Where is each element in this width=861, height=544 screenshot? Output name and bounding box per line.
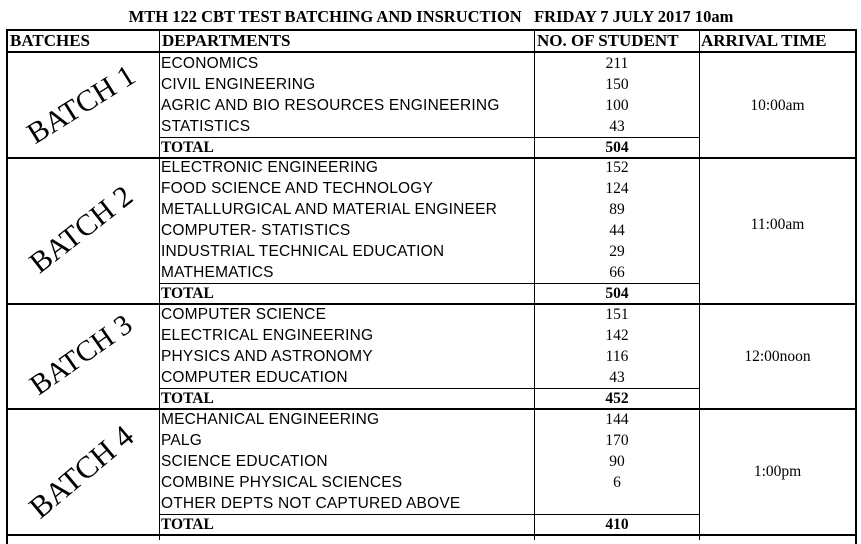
department-name: ELECTRONIC ENGINEERING <box>161 159 379 176</box>
arrival-time: 10:00am <box>750 96 805 114</box>
department-name: AGRIC AND BIO RESOURCES ENGINEERING <box>161 97 500 114</box>
batch-label: BATCH 4 <box>22 418 141 526</box>
student-count: 144 <box>605 411 629 428</box>
department-name: ECONOMICS <box>161 55 259 72</box>
student-count: 170 <box>605 432 629 449</box>
department-name: MECHANICAL ENGINEERING <box>161 411 380 428</box>
student-count: 44 <box>609 222 625 239</box>
batch-label: BATCH 2 <box>23 178 139 280</box>
student-count: 90 <box>609 453 625 470</box>
arrival-time: 12:00noon <box>744 347 811 365</box>
total-label: TOTAL <box>161 516 214 533</box>
total-divider <box>160 283 700 284</box>
student-count: 29 <box>609 243 625 260</box>
page-title: MTH 122 CBT TEST BATCHING AND INSRUCTION FRIDAY 7 JULY 2017 10am <box>128 7 734 26</box>
total-label: TOTAL <box>161 139 214 156</box>
total-count: 504 <box>605 139 629 156</box>
department-name: METALLURGICAL AND MATERIAL ENGINEER <box>161 201 498 218</box>
student-count: 142 <box>605 327 629 344</box>
department-name: CIVIL ENGINEERING <box>161 76 316 93</box>
total-divider <box>160 388 700 389</box>
student-count: 100 <box>605 97 629 114</box>
batch-divider <box>6 534 857 536</box>
student-count: 66 <box>609 264 625 281</box>
header-students: NO. OF STUDENT <box>537 31 679 50</box>
total-label: TOTAL <box>161 390 214 407</box>
student-count: 43 <box>609 118 625 135</box>
total-count: 452 <box>605 390 629 407</box>
student-count: 124 <box>605 180 629 197</box>
batch-label: BATCH 3 <box>24 307 139 402</box>
total-count: 410 <box>605 516 629 533</box>
student-count: 150 <box>605 76 629 93</box>
department-name: COMBINE PHYSICAL SCIENCES <box>161 474 403 491</box>
department-name: FOOD SCIENCE AND TECHNOLOGY <box>161 180 434 197</box>
department-name: OTHER DEPTS NOT CAPTURED ABOVE <box>161 495 461 512</box>
student-count: 152 <box>605 159 629 176</box>
department-name: PALG <box>161 432 203 449</box>
department-name: ELECTRICAL ENGINEERING <box>161 327 374 344</box>
arrival-time: 11:00am <box>750 215 805 233</box>
department-name: STATISTICS <box>161 118 251 135</box>
department-name: SCIENCE EDUCATION <box>161 453 328 470</box>
header-batches: BATCHES <box>10 31 90 50</box>
department-name: COMPUTER SCIENCE <box>161 306 327 323</box>
department-name: INDUSTRIAL TECHNICAL EDUCATION <box>161 243 445 260</box>
column-divider <box>159 29 160 540</box>
total-count: 504 <box>605 285 629 302</box>
student-count: 151 <box>605 306 629 323</box>
student-count: 211 <box>605 55 629 72</box>
arrival-time: 1:00pm <box>753 463 802 480</box>
student-count <box>535 493 699 514</box>
student-count: 116 <box>605 348 629 365</box>
student-count: 89 <box>609 201 625 218</box>
header-departments: DEPARTMENTS <box>162 31 291 50</box>
header-arrival: ARRIVAL TIME <box>701 31 827 50</box>
student-count: 43 <box>609 369 625 386</box>
department-name: PHYSICS AND ASTRONOMY <box>161 348 373 365</box>
student-count: 6 <box>613 474 621 491</box>
department-name: COMPUTER- STATISTICS <box>161 222 351 239</box>
department-name: COMPUTER EDUCATION <box>161 369 348 386</box>
total-label: TOTAL <box>161 285 214 302</box>
department-name: MATHEMATICS <box>161 264 274 281</box>
total-divider <box>160 514 700 515</box>
total-divider <box>160 137 700 138</box>
batch-label: BATCH 1 <box>21 58 142 151</box>
